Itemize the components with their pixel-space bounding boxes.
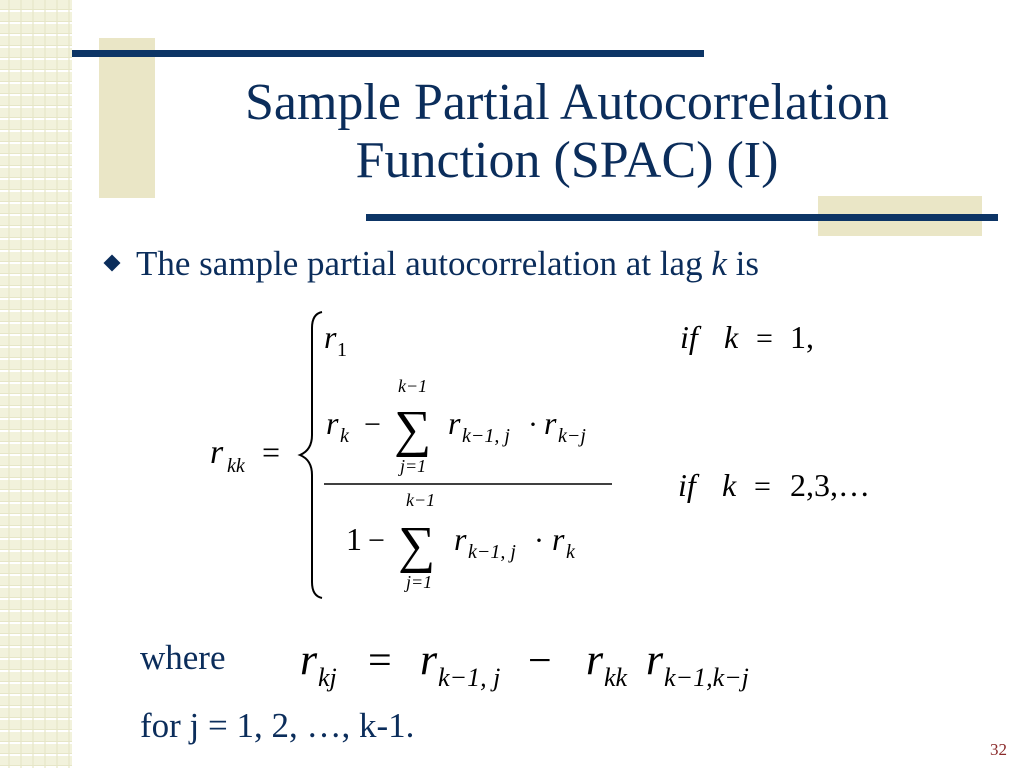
num-term-r1: r (448, 405, 461, 441)
num-term-r1-sub: k−1, j (462, 425, 510, 447)
den-dot: · (534, 524, 544, 557)
page-number: 32 (990, 740, 1007, 759)
rec-eq: = (368, 638, 392, 684)
case1-eq: = (756, 322, 773, 355)
num-sum-lower: j=1 (400, 456, 427, 476)
den-term-r1-sub: k−1, j (468, 541, 516, 563)
num-dot: · (528, 408, 538, 441)
lhs-r: r (210, 434, 224, 471)
rec-minus: − (528, 638, 552, 684)
left-decorative-strip (0, 0, 72, 768)
den-minus: − (368, 524, 385, 557)
bullet-item (106, 244, 759, 284)
rec-r4-sub: k−1,k−j (664, 663, 749, 692)
title-line-1: Sample Partial Autocorrelation (244, 74, 890, 131)
slide-title (150, 74, 984, 190)
case1-val: 1, (790, 319, 814, 355)
rec-r1: r (300, 635, 318, 684)
num-minus: − (364, 408, 381, 441)
spac-formula (200, 300, 920, 610)
den-sum-lower: j=1 (406, 572, 433, 592)
num-r-sub: k (340, 425, 349, 447)
title-rule-bottom (366, 214, 998, 221)
bullet-text: The sample partial autocorrelation at lag (136, 244, 712, 283)
lhs-sub: kk (227, 455, 245, 477)
den-term-r2-sub: k (566, 541, 575, 563)
case1-if: if (680, 319, 698, 355)
bullet-suffix: is (726, 244, 759, 283)
rec-r3-sub: kk (604, 663, 628, 692)
decorative-block-top (99, 38, 155, 198)
where-label: where (140, 638, 226, 677)
case1-k: k (724, 319, 739, 355)
rec-r1-sub: kj (318, 663, 337, 692)
rec-r2: r (420, 635, 438, 684)
recursion-formula-svg (290, 630, 850, 700)
spac-formula-svg (200, 300, 920, 610)
den-term-r1: r (454, 521, 467, 557)
case2-k: k (722, 467, 737, 503)
case1-sub: 1 (337, 339, 347, 361)
den-sum-upper: k−1 (406, 490, 436, 510)
num-term-r2-sub: k−j (558, 425, 586, 447)
den-one: 1 (346, 521, 362, 557)
left-brace (300, 312, 322, 598)
den-term-r2: r (552, 521, 565, 557)
lhs-equals: = (262, 434, 281, 470)
num-r: r (326, 405, 339, 441)
num-term-r2: r (544, 405, 557, 441)
rec-r3: r (586, 635, 604, 684)
case1-r: r (324, 319, 337, 355)
for-range-line: for j = 1, 2, …, k-1. (140, 706, 415, 745)
case2-val: 2,3,… (790, 467, 870, 503)
rec-r4: r (646, 635, 664, 684)
num-sum-upper: k−1 (398, 376, 428, 396)
title-line-2: Function (SPAC) (I) (355, 132, 779, 189)
case2-eq: = (754, 470, 771, 503)
rec-r2-sub: k−1, j (438, 663, 501, 692)
diamond-bullet-icon (104, 255, 121, 272)
bullet-variable: k (711, 244, 727, 283)
title-rule-top (72, 50, 704, 57)
case2-if: if (678, 467, 696, 503)
den-sum: ∑ (398, 517, 436, 574)
num-sum: ∑ (394, 401, 432, 458)
recursion-formula (290, 630, 850, 700)
